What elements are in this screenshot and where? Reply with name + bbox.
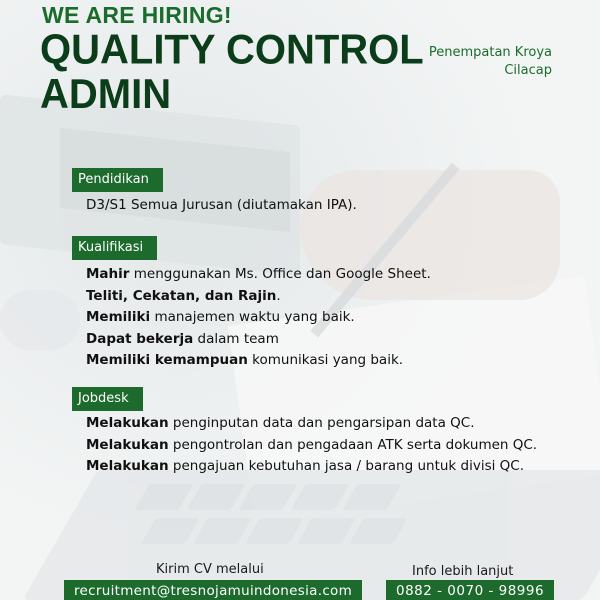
list-item-text: manajemen waktu yang baik.: [150, 309, 355, 325]
background-key: [238, 484, 297, 510]
list-item-emphasis: Melakukan: [86, 436, 169, 453]
background-key: [290, 484, 349, 510]
list-item-text: penginputan data dan pengarsipan data QC.: [168, 415, 475, 431]
background-mouse: [0, 290, 80, 350]
background-key: [134, 484, 193, 510]
list-item: [86, 286, 431, 308]
list-item-text: menggunakan Ms. Office dan Google Sheet.: [129, 266, 431, 282]
jobdesk-list: [86, 413, 537, 478]
list-item-text: komunikasi yang baik.: [247, 352, 404, 368]
list-item: [86, 329, 431, 351]
list-item-emphasis: Melakukan: [86, 458, 169, 474]
list-item-emphasis: Melakukan: [86, 415, 169, 431]
list-item: [86, 350, 431, 372]
section-badge-qualifications: Kualifikasi: [72, 236, 157, 260]
section-badge-jobdesk: Jobdesk: [72, 387, 143, 411]
background-key: [245, 518, 304, 544]
more-info-label: Info lebih lanjut: [412, 564, 514, 579]
list-item: [86, 456, 537, 478]
background-key: [186, 484, 245, 510]
job-title-line-1: QUALITY CONTROL: [40, 26, 424, 74]
list-item: [86, 413, 537, 435]
qualifications-list: [86, 264, 431, 372]
list-item: [86, 264, 431, 286]
placement-line-2: Cilacap: [504, 63, 552, 78]
job-title-line-2: ADMIN: [40, 71, 172, 118]
recruitment-email[interactable]: recruitment@tresnojamuindonesia.com: [64, 580, 362, 600]
education-list: [86, 195, 357, 217]
hiring-headline: WE ARE HIRING!: [42, 2, 232, 28]
list-item-emphasis: Mahir: [86, 266, 130, 282]
list-item-text: pengajuan kebutuhan jasa / barang untuk divisi QC.: [168, 458, 525, 474]
section-badge-education: Pendidikan: [72, 168, 163, 192]
background-key: [193, 518, 252, 544]
list-item-emphasis: Teliti, Cekatan, dan Rajin: [86, 287, 277, 304]
placement-location: [429, 44, 552, 80]
job-title: [40, 28, 424, 116]
list-item-emphasis: Memiliki: [86, 309, 151, 325]
send-cv-label: Kirim CV melalui: [156, 562, 264, 577]
list-item-text: D3/S1 Semua Jurusan (diutamakan IPA).: [86, 197, 357, 213]
background-key: [297, 518, 356, 544]
background-key: [342, 484, 401, 510]
background-key: [349, 518, 408, 544]
list-item: [86, 195, 357, 217]
placement-line-1: Penempatan Kroya: [428, 45, 552, 60]
list-item-emphasis: Dapat bekerja: [86, 330, 194, 347]
list-item: [86, 307, 431, 329]
contact-phone[interactable]: 0882 - 0070 - 98996: [386, 580, 554, 600]
list-item-text: pengontrolan dan pengadaan ATK serta dokumen QC.: [168, 436, 538, 453]
list-item-text: .: [276, 287, 281, 304]
list-item-emphasis: Memiliki kemampuan: [86, 352, 248, 368]
background-key: [141, 518, 200, 544]
list-item: [86, 435, 537, 457]
list-item-text: dalam team: [193, 330, 279, 347]
